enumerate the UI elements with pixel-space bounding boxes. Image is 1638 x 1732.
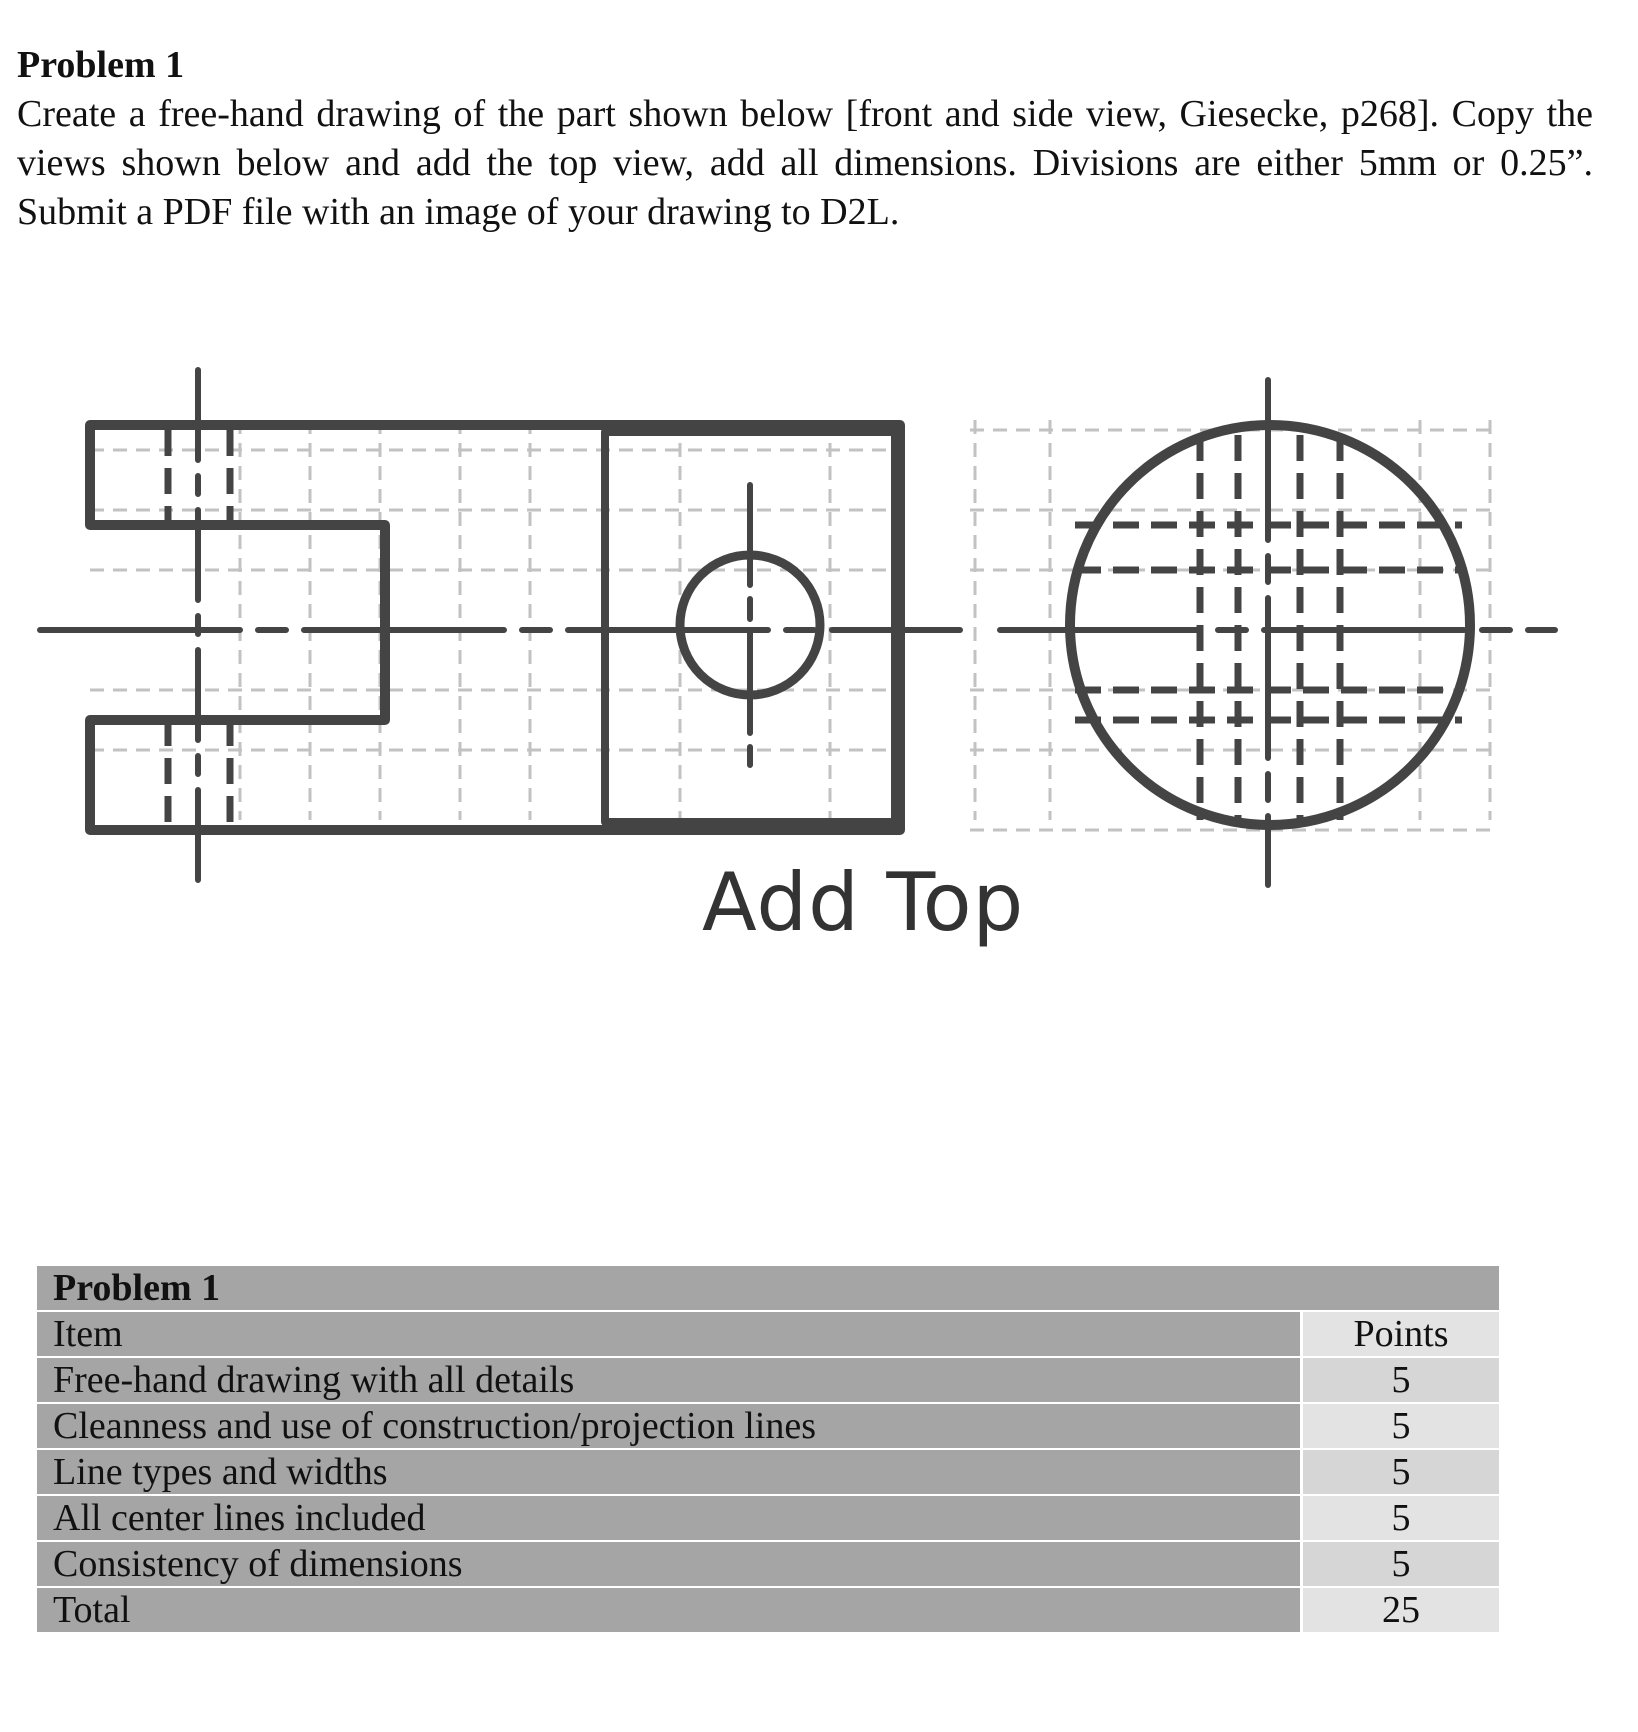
construction-grid [90,420,1490,830]
rubric-title-row [37,1266,1499,1311]
total-points: 25 [1302,1587,1500,1633]
table-row [37,1495,1499,1541]
row-points: 5 [1302,1495,1500,1541]
table-row [37,1449,1499,1495]
row-item: All center lines included [37,1495,1302,1541]
problem-heading: Problem 1 [17,44,185,86]
technical-drawing [0,340,1638,980]
row-item: Consistency of dimensions [37,1541,1302,1587]
rubric-table [37,1266,1499,1634]
points-header: Points [1302,1311,1500,1357]
problem-instructions: Create a free-hand drawing of the part shown below [front and side view, Giesecke, p268]. Copy the views shown below and add the top view, add all dimensions. Divisions are either 5mm or 0.25”. Submit a PDF file with an image of your drawing to D2L. [17,93,1593,233]
row-item: Cleanness and use of construction/projection lines [37,1403,1302,1449]
table-row [37,1357,1499,1403]
table-row [37,1541,1499,1587]
orthographic-views [0,340,1638,980]
rubric-header-row [37,1311,1499,1357]
row-item: Line types and widths [37,1449,1302,1495]
row-points: 5 [1302,1357,1500,1403]
table-row [37,1403,1499,1449]
row-points: 5 [1302,1541,1500,1587]
row-points: 5 [1302,1403,1500,1449]
add-top-caption: Add Top [702,856,1025,949]
row-points: 5 [1302,1449,1500,1495]
total-label: Total [37,1587,1302,1633]
total-row [37,1587,1499,1633]
row-item: Free-hand drawing with all details [37,1357,1302,1403]
item-header: Item [37,1311,1302,1357]
rubric-title: Problem 1 [37,1266,1499,1311]
